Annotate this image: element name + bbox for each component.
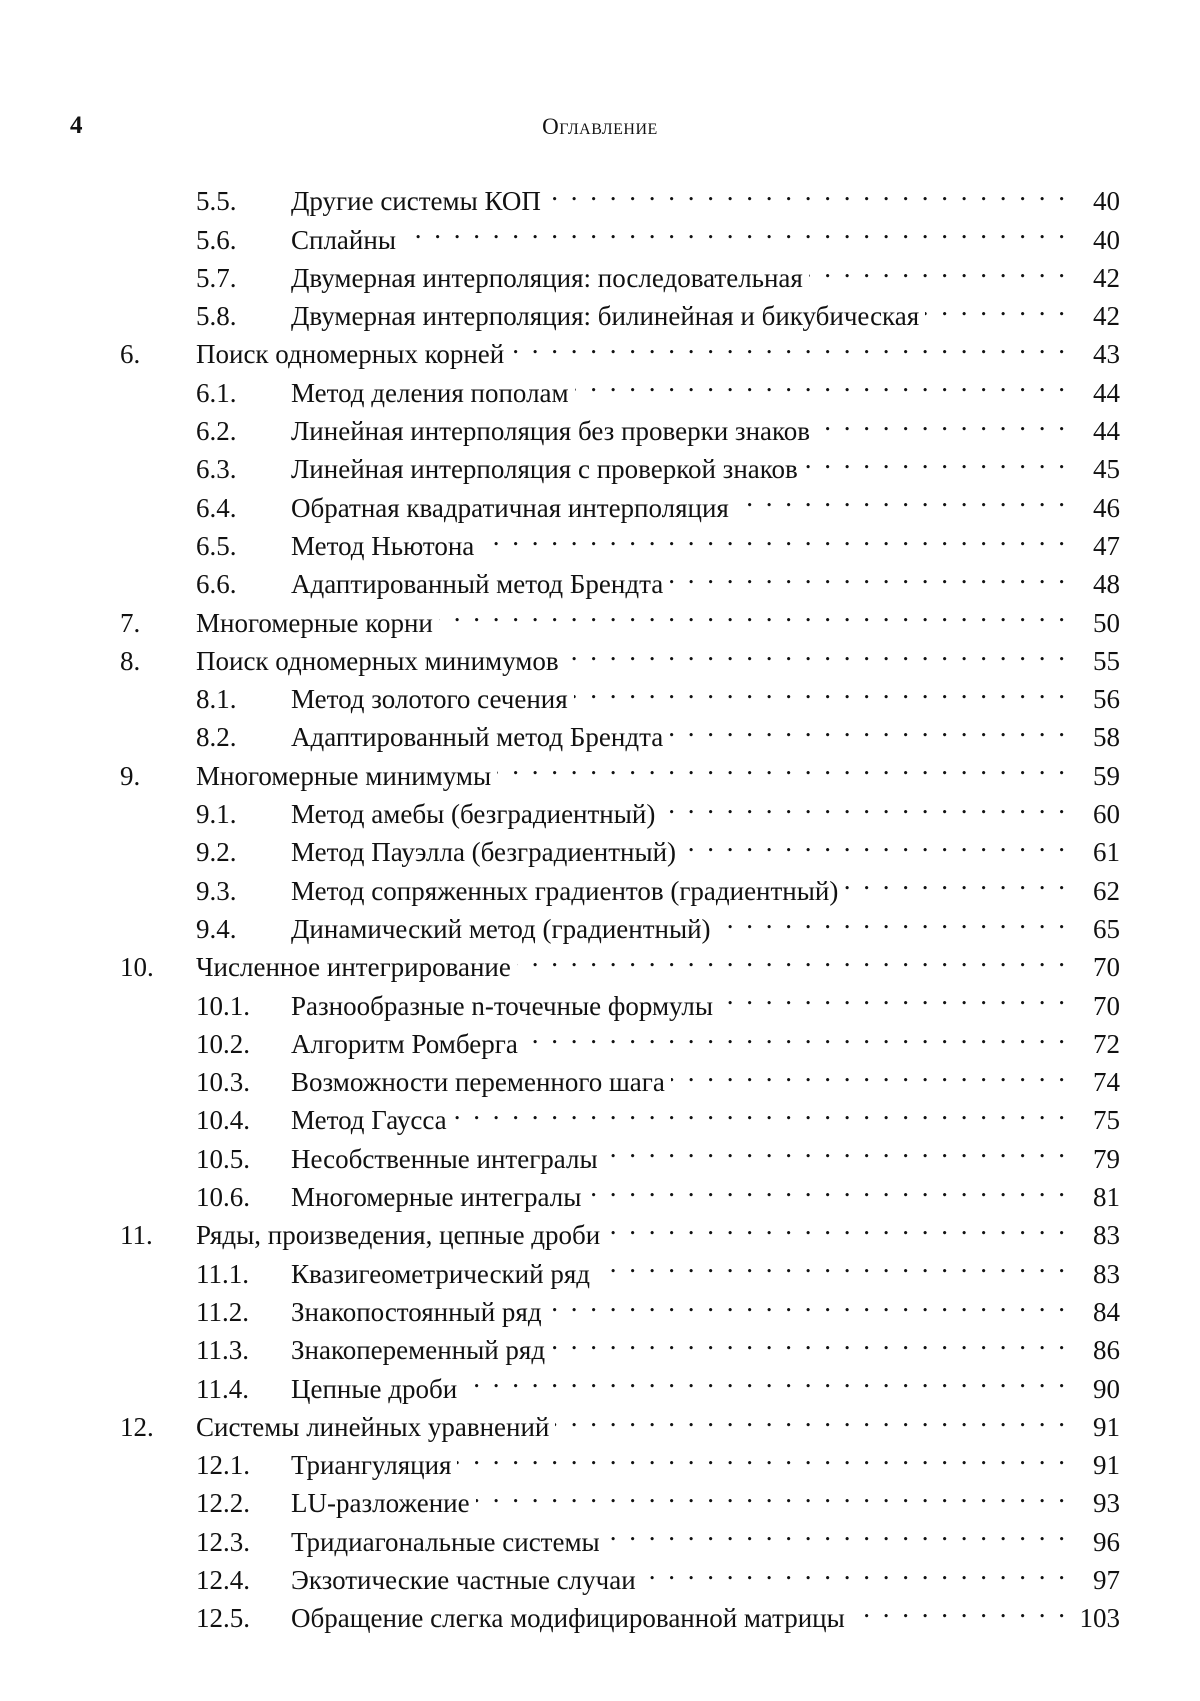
toc-entry-title: Многомерные минимумы (196, 757, 497, 795)
toc-entry-number: 6.4. (196, 492, 237, 523)
toc-entry-title: Несобственные интегралы (291, 1140, 604, 1178)
toc-entry-title: Цепные дроби (291, 1370, 463, 1408)
toc-entry-page: 42 (1068, 297, 1120, 335)
toc-section-row[interactable] (120, 1359, 1120, 1404)
toc-entry-number: 8.2. (196, 722, 237, 753)
toc-entry-page: 86 (1068, 1331, 1120, 1369)
toc-dot-leader (719, 976, 1068, 1014)
toc-entry-page: 47 (1068, 527, 1120, 565)
toc-entry-title: Адаптированный метод Брендта (291, 718, 669, 756)
toc-entry-page: 74 (1068, 1063, 1120, 1101)
toc-dot-leader (804, 440, 1068, 478)
toc-section-row[interactable] (120, 1321, 1120, 1366)
toc-section-row[interactable] (120, 1053, 1120, 1098)
toc-entry-page: 70 (1068, 987, 1120, 1025)
toc-section-row[interactable] (120, 708, 1120, 753)
toc-entry-number: 5.6. (196, 224, 237, 255)
toc-entry-page: 40 (1068, 182, 1120, 220)
toc-entry-page: 43 (1068, 335, 1120, 373)
toc-entry-number: 11.2. (196, 1296, 249, 1327)
toc-entry-title: Линейная интерполяция с проверкой знаков (291, 450, 804, 488)
toc-entry-number: 9.3. (196, 875, 237, 906)
toc-chapter-row[interactable] (120, 1398, 1120, 1442)
toc-entry-title: Метод золотого сечения (291, 680, 574, 718)
toc-entry-title: LU-разложение (291, 1484, 476, 1522)
toc-entry-title: Знакопостоянный ряд (291, 1293, 548, 1331)
toc-dot-leader (548, 1283, 1068, 1321)
toc-entry-page: 96 (1068, 1523, 1120, 1561)
toc-entry-number: 6.3. (196, 454, 237, 485)
toc-entry-page: 83 (1068, 1255, 1120, 1293)
toc-entry-number: 10.1. (196, 990, 250, 1021)
toc-entry-number: 5.7. (196, 262, 237, 293)
toc-entry-page: 56 (1068, 680, 1120, 718)
toc-entry-title: Возможности переменного шага (291, 1063, 671, 1101)
toc-entry-title: Метод деления пополам (291, 374, 575, 412)
table-of-contents (120, 172, 1120, 1634)
toc-entry-page: 45 (1068, 450, 1120, 488)
toc-entry-page: 75 (1068, 1101, 1120, 1139)
toc-entry-page: 58 (1068, 718, 1120, 756)
toc-entry-number: 12. (120, 1411, 154, 1442)
toc-entry-page: 48 (1068, 565, 1120, 603)
toc-dot-leader (476, 1474, 1068, 1512)
toc-section-row[interactable] (120, 402, 1120, 447)
toc-entry-title: Двумерная интерполяция: билинейная и бикубическая (291, 297, 925, 335)
toc-section-row[interactable] (120, 1283, 1120, 1327)
toc-section-row[interactable] (120, 555, 1120, 600)
running-title: Оглавление (542, 114, 658, 139)
toc-entry-number: 12.4. (196, 1564, 250, 1595)
toc-entry-number: 12.1. (196, 1450, 250, 1481)
toc-entry-number: 5.8. (196, 301, 237, 332)
toc-dot-leader (606, 1512, 1068, 1550)
toc-entry-number: 5.5. (196, 186, 237, 217)
toc-entry-title: Численное интегрирование (196, 948, 517, 986)
toc-dot-leader (661, 785, 1068, 823)
toc-entry-number: 10. (120, 952, 154, 983)
toc-entry-title: Обращение слегка модифицированной матрицы (291, 1599, 851, 1637)
toc-dot-leader (844, 861, 1068, 899)
toc-entry-number: 11.1. (196, 1258, 249, 1289)
toc-entry-page: 83 (1068, 1216, 1120, 1254)
toc-entry-number: 6. (120, 339, 141, 370)
toc-chapter-row[interactable] (120, 1206, 1120, 1251)
page-number: 4 (70, 112, 83, 139)
toc-entry-number: 8. (120, 645, 141, 676)
toc-entry-title: Метод Ньютона (291, 527, 480, 565)
toc-entry-page: 103 (1068, 1599, 1120, 1637)
toc-entry-page: 40 (1068, 221, 1120, 259)
toc-section-row[interactable] (120, 172, 1120, 217)
toc-section-row[interactable] (120, 1474, 1120, 1519)
toc-entry-page: 42 (1068, 259, 1120, 297)
toc-entry-title: Метод Пауэлла (безградиентный) (291, 833, 682, 871)
toc-entry-title: Метод Гаусса (291, 1101, 453, 1139)
toc-entry-title: Многомерные интегралы (291, 1178, 587, 1216)
toc-section-row[interactable] (120, 1168, 1120, 1213)
toc-entry-number: 10.4. (196, 1105, 250, 1136)
toc-entry-title: Сплайны (291, 221, 402, 259)
toc-entry-title: Двумерная интерполяция: последовательная (291, 259, 809, 297)
toc-dot-leader (816, 402, 1068, 440)
toc-entry-page: 97 (1068, 1561, 1120, 1599)
toc-entry-number: 11.4. (196, 1373, 249, 1404)
toc-entry-number: 11. (120, 1220, 153, 1251)
toc-section-row[interactable] (120, 249, 1120, 293)
toc-dot-leader (555, 1398, 1068, 1436)
toc-entry-number: 6.2. (196, 416, 237, 447)
toc-entry-page: 44 (1068, 412, 1120, 450)
toc-entry-page: 91 (1068, 1408, 1120, 1446)
toc-entry-title: Многомерные корни (196, 604, 439, 642)
toc-entry-page: 62 (1068, 872, 1120, 910)
toc-entry-number: 7. (120, 607, 141, 638)
toc-dot-leader (809, 249, 1068, 287)
toc-entry-page: 93 (1068, 1484, 1120, 1522)
toc-dot-leader (671, 1053, 1068, 1091)
toc-entry-page: 91 (1068, 1446, 1120, 1484)
toc-dot-leader (669, 555, 1068, 593)
toc-entry-number: 10.3. (196, 1067, 250, 1098)
toc-entry-page: 79 (1068, 1140, 1120, 1178)
toc-entry-page: 59 (1068, 757, 1120, 795)
toc-dot-leader (851, 1589, 1068, 1627)
toc-dot-leader (925, 287, 1068, 325)
toc-entry-title: Адаптированный метод Брендта (291, 565, 669, 603)
toc-entry-title: Поиск одномерных корней (196, 335, 510, 373)
toc-entry-number: 12.5. (196, 1603, 250, 1634)
toc-section-row[interactable] (120, 1512, 1120, 1557)
toc-entry-title: Экзотические частные случаи (291, 1561, 642, 1599)
toc-entry-number: 9.2. (196, 837, 237, 868)
toc-entry-page: 65 (1068, 910, 1120, 948)
toc-dot-leader (547, 172, 1068, 210)
toc-entry-title: Метод амебы (безградиентный) (291, 795, 661, 833)
toc-entry-title: Разнообразные n-точечные формулы (291, 987, 719, 1025)
toc-dot-leader (575, 363, 1068, 401)
toc-entry-number: 9. (120, 760, 141, 791)
toc-entry-title: Квазигеометрический ряд (291, 1255, 596, 1293)
toc-entry-page: 46 (1068, 489, 1120, 527)
toc-entry-page: 55 (1068, 642, 1120, 680)
toc-entry-number: 11.3. (196, 1335, 249, 1366)
toc-entry-title: Динамический метод (градиентный) (291, 910, 717, 948)
toc-entry-title: Обратная квадратичная интерполяция (291, 489, 735, 527)
toc-entry-number: 10.5. (196, 1143, 250, 1174)
toc-dot-leader (574, 670, 1068, 708)
toc-dot-leader (551, 1321, 1068, 1359)
toc-entry-title: Ряды, произведения, цепные дроби (196, 1216, 606, 1254)
toc-entry-number: 12.3. (196, 1526, 250, 1557)
toc-section-row[interactable] (120, 210, 1120, 255)
toc-entry-title: Алгоритм Ромберга (291, 1025, 524, 1063)
toc-entry-title: Линейная интерполяция без проверки знаков (291, 412, 816, 450)
toc-entry-page: 61 (1068, 833, 1120, 871)
toc-dot-leader (596, 1244, 1068, 1282)
toc-dot-leader (606, 1206, 1068, 1244)
toc-entry-title: Триангуляция (291, 1446, 457, 1484)
toc-entry-page: 70 (1068, 948, 1120, 986)
toc-entry-number: 12.2. (196, 1488, 250, 1519)
toc-entry-title: Другие системы КОП (291, 182, 547, 220)
toc-dot-leader (669, 708, 1068, 746)
toc-entry-page: 60 (1068, 795, 1120, 833)
toc-entry-title: Поиск одномерных минимумов (196, 642, 565, 680)
toc-section-row[interactable] (120, 1551, 1120, 1595)
toc-dot-leader (604, 1129, 1068, 1167)
toc-entry-title: Знакопеременный ряд (291, 1331, 551, 1369)
toc-entry-page: 50 (1068, 604, 1120, 642)
toc-entry-title: Тридиагональные системы (291, 1523, 606, 1561)
toc-dot-leader (565, 632, 1068, 670)
toc-entry-number: 6.1. (196, 377, 237, 408)
toc-dot-leader (682, 823, 1068, 861)
toc-entry-page: 84 (1068, 1293, 1120, 1331)
toc-entry-title: Системы линейных уравнений (196, 1408, 555, 1446)
toc-entry-page: 44 (1068, 374, 1120, 412)
toc-entry-page: 72 (1068, 1025, 1120, 1063)
toc-entry-page: 90 (1068, 1370, 1120, 1408)
toc-entry-number: 9.1. (196, 799, 237, 830)
toc-entry-page: 81 (1068, 1178, 1120, 1216)
toc-entry-number: 8.1. (196, 684, 237, 715)
toc-entry-number: 9.4. (196, 913, 237, 944)
toc-entry-number: 6.5. (196, 530, 237, 561)
toc-dot-leader (463, 1359, 1068, 1397)
toc-entry-number: 6.6. (196, 569, 237, 600)
toc-entry-number: 10.2. (196, 1028, 250, 1059)
toc-entry-number: 10.6. (196, 1182, 250, 1213)
toc-section-row[interactable] (120, 1129, 1120, 1174)
toc-dot-leader (587, 1168, 1068, 1206)
toc-dot-leader (642, 1551, 1068, 1589)
toc-entry-title: Метод сопряженных градиентов (градиентный) (291, 872, 844, 910)
